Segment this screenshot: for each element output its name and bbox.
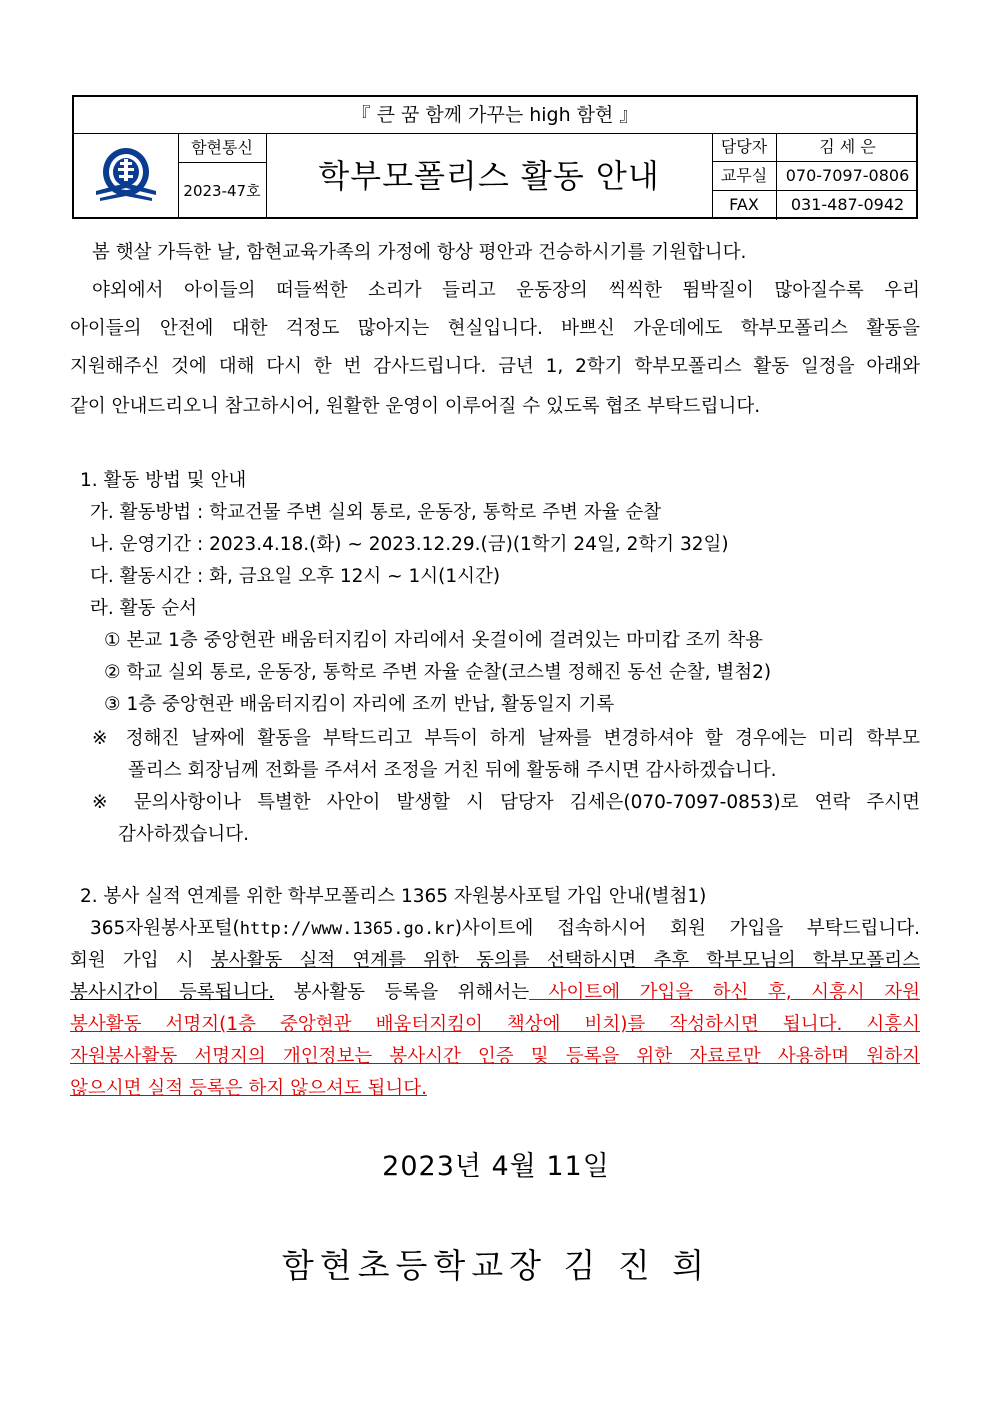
- page-title: 학부모폴리스 활동 안내: [266, 133, 713, 219]
- contact-value: 031-487-0942: [790, 195, 905, 214]
- note-line: 폴리스 회장님께 전화를 주셔서 조정을 거친 뒤에 활동해 주시면 감사하겠습니다.: [128, 760, 777, 781]
- intro-line: 지원해주신 것에 대해 다시 한 번 감사드립니다. 금년 1, 2학기 학부모폴리스 활동 일정을 아래와: [70, 356, 920, 377]
- item-da: 다. 활동시간 : 화, 금요일 오후 12시 ~ 1시(1시간): [90, 566, 501, 587]
- contact-row: [712, 162, 918, 191]
- school-slogan: 『 큰 꿈 함께 가꾸는 high 함현 』: [74, 97, 916, 134]
- intro-line: 같이 안내드리오니 참고하시어, 원활한 운영이 이루어질 수 있도록 협조 부탁드립니다.: [70, 396, 761, 417]
- underlined-text: 봉사활동 실적 연계를 위한 동의를 선택하시면 추후 학부모님의 학부모폴리스: [210, 950, 921, 971]
- contact-label: FAX: [712, 191, 777, 220]
- step-item: ② 학교 실외 통로, 운동장, 통학로 주변 자율 순찰(코스별 정해진 동선 순찰, 별첨2): [104, 662, 772, 683]
- intro-line: 봄 햇살 가득한 날, 함현교육가족의 가정에 항상 평안과 건승하시기를 기원합니다.: [92, 242, 747, 263]
- step-item: ① 본교 1층 중앙현관 배움터지킴이 자리에서 옷걸이에 걸려있는 마미캅 조끼 착용: [104, 630, 764, 651]
- red-notice-line: 않으시면 실적 등록은 하지 않으셔도 됩니다.: [70, 1078, 427, 1099]
- red-notice-line: 자원봉사활동 서명지의 개인정보는 봉사시간 인증 및 등록을 위한 자료로만 사용하며 원하지: [70, 1046, 920, 1067]
- portal-link[interactable]: http://www.1365.go.kr: [239, 919, 455, 939]
- item-ra: 라. 활동 순서: [90, 598, 197, 619]
- issue-number: 2023-47호: [183, 182, 261, 200]
- text-span: 봉사활동 등록을 위해서는: [274, 982, 530, 1003]
- text-span: 365자원봉사포털(: [90, 918, 240, 939]
- note-line: ※ 정해진 날짜에 활동을 부탁드리고 부득이 하게 날짜를 변경하셔야 할 경우에는 미리 학부모: [92, 728, 920, 749]
- step-item: ③ 1층 중앙현관 배움터지킴이 자리에 조끼 반납, 활동일지 기록: [104, 694, 615, 715]
- intro-line: 아이들의 안전에 대한 걱정도 많아지는 현실입니다. 바쁘신 가운데에도 학부모폴리스 활동을: [70, 318, 920, 339]
- contact-value: 070-7097-0806: [785, 166, 910, 185]
- contact-value: 김 세 은: [819, 137, 876, 156]
- contact-row: [712, 191, 918, 220]
- contact-label: 담당자: [712, 133, 777, 161]
- issue-cell: [178, 133, 267, 219]
- red-notice-text: 사이트에 가입을 하신 후, 시흥시 자원: [529, 982, 920, 1003]
- intro-line: 야외에서 아이들의 떠들썩한 소리가 들리고 운동장의 씩씩한 뜀박질이 많아질수록 우리: [92, 280, 920, 301]
- contact-row: [712, 133, 918, 162]
- logo-cell: [74, 133, 179, 219]
- principal-signature: 함현초등학교장 김 진 희: [281, 1246, 711, 1285]
- school-emblem-icon: [94, 145, 158, 205]
- contact-table: [712, 133, 918, 219]
- series-label: 함현통신: [178, 133, 266, 163]
- note-line: ※ 문의사항이나 특별한 사안이 발생할 시 담당자 김세은(070-7097-0853)로 연락 주시면: [92, 792, 920, 813]
- underlined-text: 봉사시간이 등록됩니다.: [70, 982, 275, 1003]
- section2-line: [70, 978, 920, 1008]
- section2-line: [70, 946, 920, 976]
- item-na: 나. 운영기간 : 2023.4.18.(화) ~ 2023.12.29.(금)(1학기 24일, 2학기 32일): [90, 534, 729, 555]
- text-span: )사이트에 접속하시어 회원 가입을 부탁드립니다.: [454, 918, 920, 939]
- header-table: [72, 95, 918, 219]
- text-span: 회원 가입 시: [70, 950, 211, 971]
- contact-label: 교무실: [712, 162, 777, 190]
- section1-heading: 1. 활동 방법 및 안내: [80, 470, 247, 491]
- item-ga: 가. 활동방법 : 학교건물 주변 실외 통로, 운동장, 통학로 주변 자율 순찰: [90, 502, 662, 523]
- red-notice-line: 봉사활동 서명지(1층 중앙현관 배움터지킴이 책상에 비치)를 작성하시면 됩니다. 시흥시: [70, 1014, 920, 1035]
- section2-line: [90, 914, 920, 944]
- section2-heading: 2. 봉사 실적 연계를 위한 학부모폴리스 1365 자원봉사포털 가입 안내(별첨1): [80, 886, 707, 907]
- issue-date: 2023년 4월 11일: [382, 1151, 610, 1182]
- note-line: 감사하겠습니다.: [118, 824, 249, 845]
